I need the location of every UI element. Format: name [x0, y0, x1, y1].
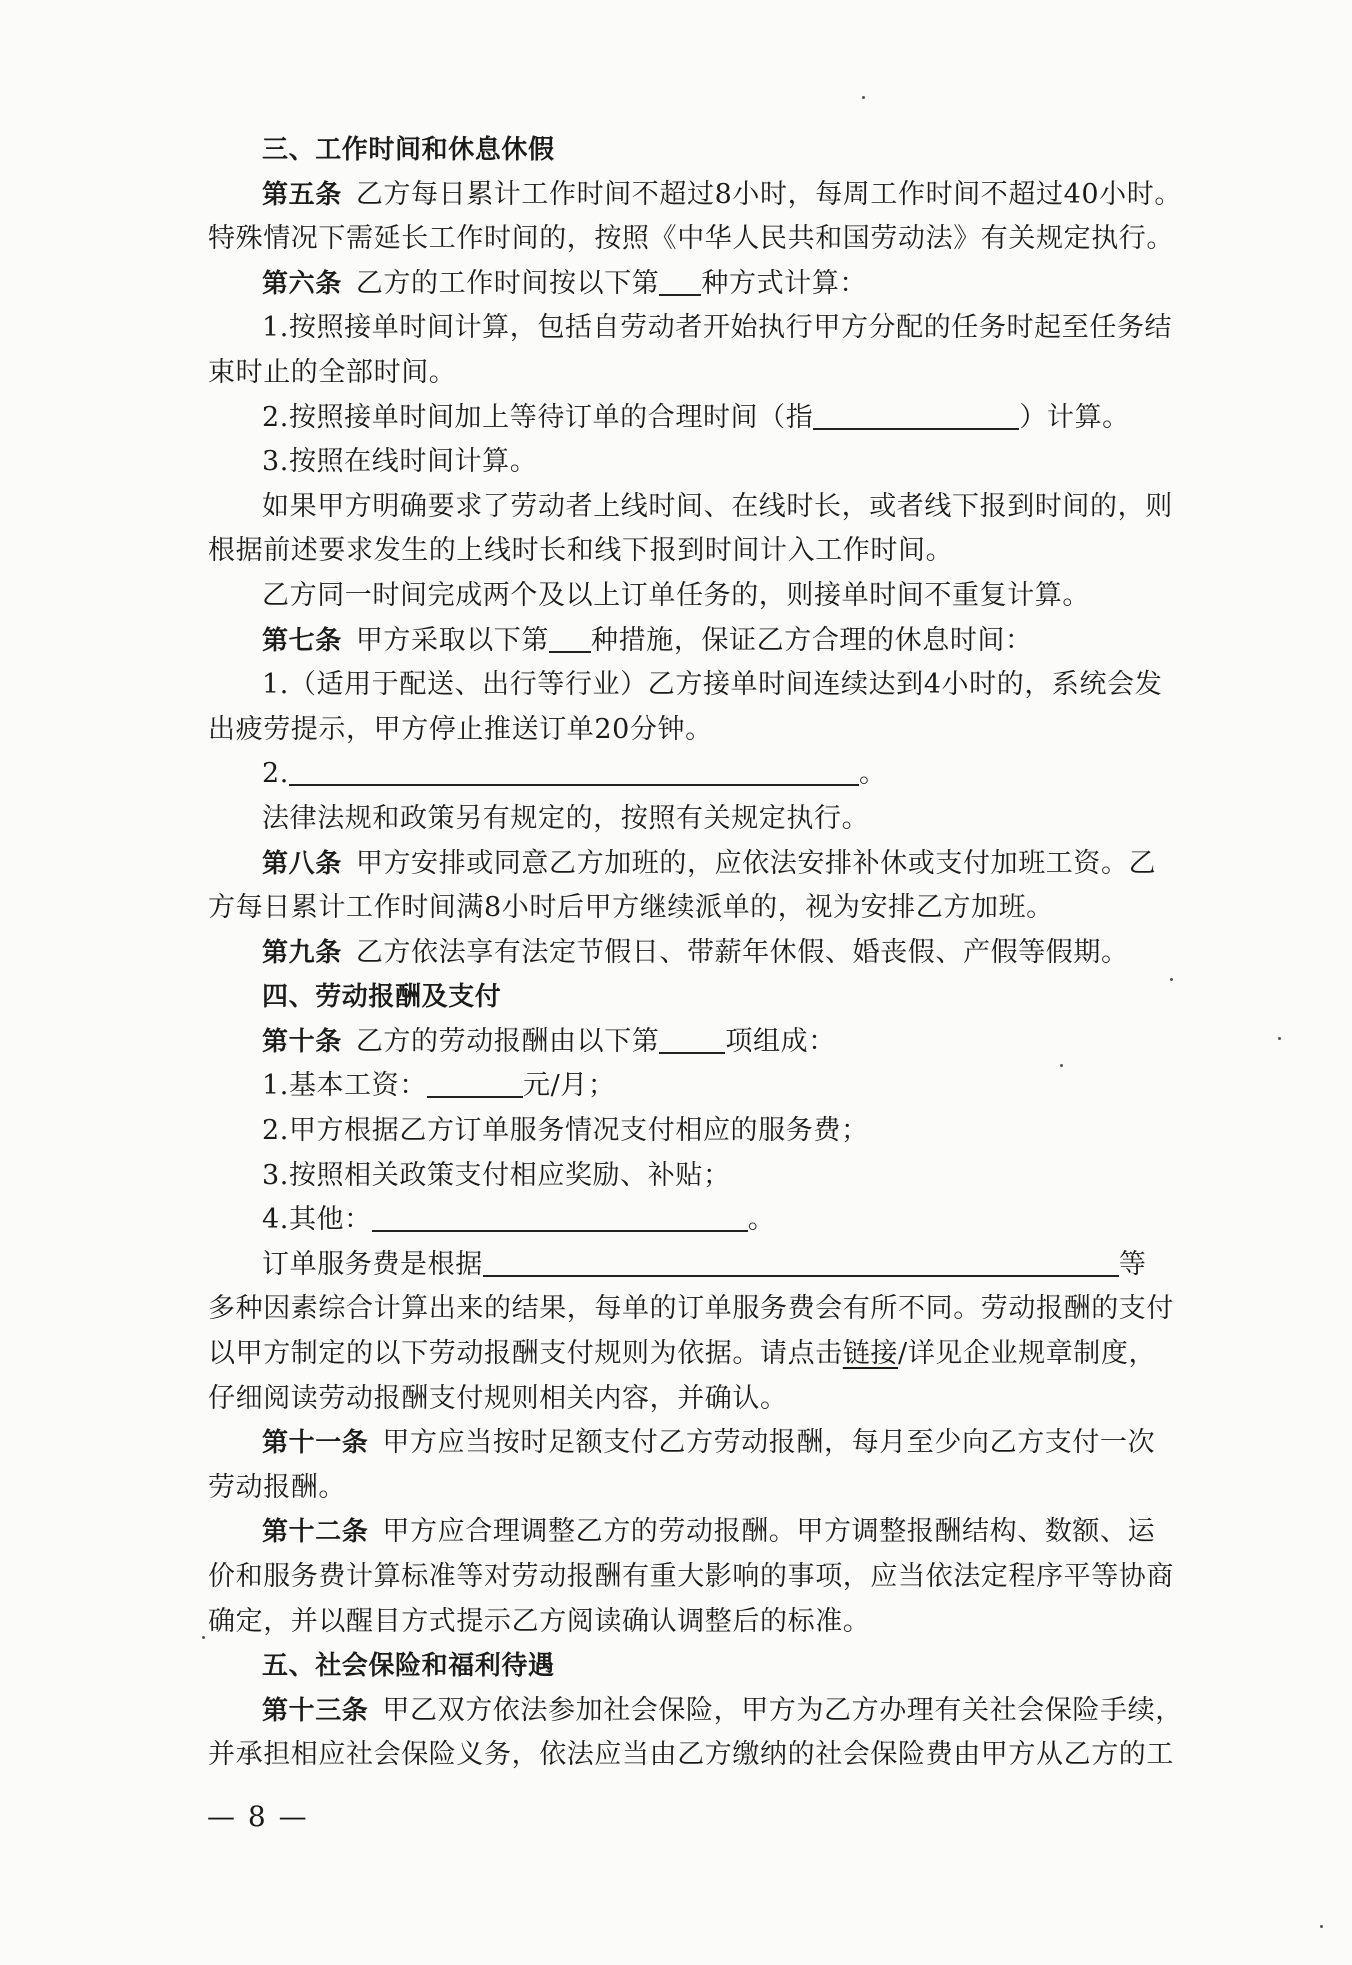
clause-line: 束时止的全部时间。 [208, 356, 457, 388]
article-text: 种方式计算： [701, 267, 868, 299]
scan-speck [1278, 1037, 1281, 1040]
clause-line [208, 1198, 1183, 1243]
article-label: 第七条 [262, 625, 342, 656]
fill-blank[interactable] [483, 1245, 1119, 1277]
fill-blank[interactable] [549, 621, 591, 653]
page-number: — 8 — [207, 1800, 309, 1833]
article-12-line-1 [208, 1510, 1183, 1555]
paragraph-line: 多种因素综合计算出来的结果，每单的订单服务费会有所不同。劳动报酬的支付 [208, 1293, 1174, 1325]
fill-blank[interactable] [372, 1200, 748, 1232]
clause-text: 1.基本工资： [262, 1070, 427, 1102]
article-text: 乙方依法享有法定节假日、带薪年休假、婚丧假、产假等假期。 [355, 936, 1129, 968]
article-label: 第九条 [262, 937, 342, 968]
article-label: 第十二条 [262, 1517, 369, 1548]
clause-line: 出疲劳提示，甲方停止推送订单20分钟。 [208, 713, 713, 745]
paragraph-line: 法律法规和政策另有规定的，按照有关规定执行。 [262, 802, 870, 834]
clause-text: 元/月； [522, 1070, 616, 1102]
fill-blank[interactable] [813, 398, 1019, 430]
article-label: 第十条 [262, 1026, 342, 1057]
paragraph-line [208, 1243, 1183, 1288]
article-11-line-1 [208, 1421, 1183, 1466]
fill-blank[interactable] [659, 264, 701, 296]
clause-line: 2.甲方根据乙方订单服务情况支付相应的服务费； [262, 1115, 869, 1147]
article-text: 乙方的工作时间按以下第 [355, 267, 660, 299]
paragraph-line: 仔细阅读劳动报酬支付规则相关内容，并确认。 [208, 1382, 788, 1414]
paragraph-line: 如果甲方明确要求了劳动者上线时间、在线时长，或者线下报到时间的，则 [262, 490, 1173, 522]
article-label: 第六条 [262, 268, 342, 299]
paragraph-text: 订单服务费是根据 [262, 1248, 483, 1280]
clause-text: ）计算。 [1019, 401, 1130, 433]
paragraph-line: 根据前述要求发生的上线时长和线下报到时间计入工作时间。 [208, 535, 954, 567]
article-text: 甲方采取以下第 [355, 624, 550, 656]
clause-line: 1.（适用于配送、出行等行业）乙方接单时间连续达到4小时的，系统会发 [262, 669, 1163, 701]
clause-text: 2. [262, 758, 289, 790]
scan-speck [202, 1636, 205, 1639]
article-9 [208, 931, 1183, 976]
fill-blank[interactable] [659, 1022, 725, 1054]
article-text: 种措施，保证乙方合理的休息时间： [591, 624, 1033, 656]
article-label: 第十三条 [262, 1695, 369, 1726]
clause-line: 3.按照相关政策支付相应奖励、补贴； [262, 1159, 731, 1191]
article-label: 第八条 [262, 848, 342, 879]
clause-text: 。 [747, 1204, 776, 1236]
article-5-line-2: 特殊情况下需延长工作时间的，按照《中华人民共和国劳动法》有关规定执行。 [208, 223, 1174, 255]
article-label: 第五条 [262, 179, 342, 210]
article-label: 第十一条 [262, 1428, 369, 1459]
rules-link[interactable]: 链接 [842, 1338, 899, 1370]
paragraph-text: 以甲方制定的以下劳动报酬支付规则为依据。请点击 [208, 1338, 843, 1370]
article-text: 甲方应合理调整乙方的劳动报酬。甲方调整报酬结构、数额、运 [382, 1516, 1156, 1548]
article-text: 甲方安排或同意乙方加班的，应依法安排补休或支付加班工资。乙 [355, 847, 1157, 879]
clause-line [208, 396, 1183, 441]
section-heading: 五、社会保险和福利待遇 [262, 1651, 555, 1682]
article-12-line-2: 价和服务费计算标准等对劳动报酬有重大影响的事项，应当依法定程序平等协商 [208, 1561, 1174, 1592]
article-13-line-2: 并承担相应社会保险义务，依法应当由乙方缴纳的社会保险费由甲方从乙方的工 [208, 1739, 1174, 1771]
article-7 [208, 619, 1183, 664]
scan-speck [1320, 1925, 1323, 1928]
clause-line [208, 752, 1183, 797]
article-12-line-3: 确定，并以醒目方式提示乙方阅读确认调整后的标准。 [208, 1605, 871, 1637]
clause-line [208, 1064, 1183, 1109]
article-text: 乙方每日累计工作时间不超过8小时，每周工作时间不超过40小时。 [355, 178, 1182, 210]
article-text: 乙方的劳动报酬由以下第 [355, 1025, 660, 1057]
article-text: 项组成： [725, 1025, 836, 1057]
clause-line: 3.按照在线时间计算。 [262, 446, 538, 478]
fill-blank[interactable] [289, 754, 859, 786]
article-13-line-1 [208, 1689, 1183, 1734]
article-11-line-2: 劳动报酬。 [208, 1471, 346, 1503]
clause-text: 。 [858, 758, 887, 790]
clause-text: 2.按照接单时间加上等待订单的合理时间（指 [262, 401, 814, 433]
scan-speck [862, 96, 865, 99]
article-8-line-1 [208, 842, 1183, 887]
article-8-line-2: 方每日累计工作时间满8小时后甲方继续派单的，视为安排乙方加班。 [208, 892, 1054, 924]
section-heading: 四、劳动报酬及支付 [262, 982, 502, 1013]
fill-blank[interactable] [427, 1066, 523, 1098]
clause-line: 1.按照接单时间计算，包括自劳动者开始执行甲方分配的任务时起至任务结 [262, 312, 1173, 344]
article-6 [208, 262, 1183, 307]
article-10 [208, 1020, 1183, 1065]
section-heading: 三、工作时间和休息休假 [262, 135, 555, 165]
article-text: 甲乙双方依法参加社会保险，甲方为乙方办理有关社会保险手续， [382, 1694, 1183, 1726]
article-text: 甲方应当按时足额支付乙方劳动报酬，每月至少向乙方支付一次 [382, 1427, 1156, 1459]
paragraph-text: 等 [1118, 1248, 1147, 1280]
clause-text: 4.其他： [262, 1204, 372, 1236]
paragraph-line [208, 1332, 1183, 1377]
article-5-line-1 [208, 173, 1183, 218]
paragraph-line: 乙方同一时间完成两个及以上订单任务的，则接单时间不重复计算。 [262, 579, 1090, 611]
paragraph-text: /详见企业规章制度， [898, 1338, 1157, 1370]
document-body [208, 128, 1183, 1778]
